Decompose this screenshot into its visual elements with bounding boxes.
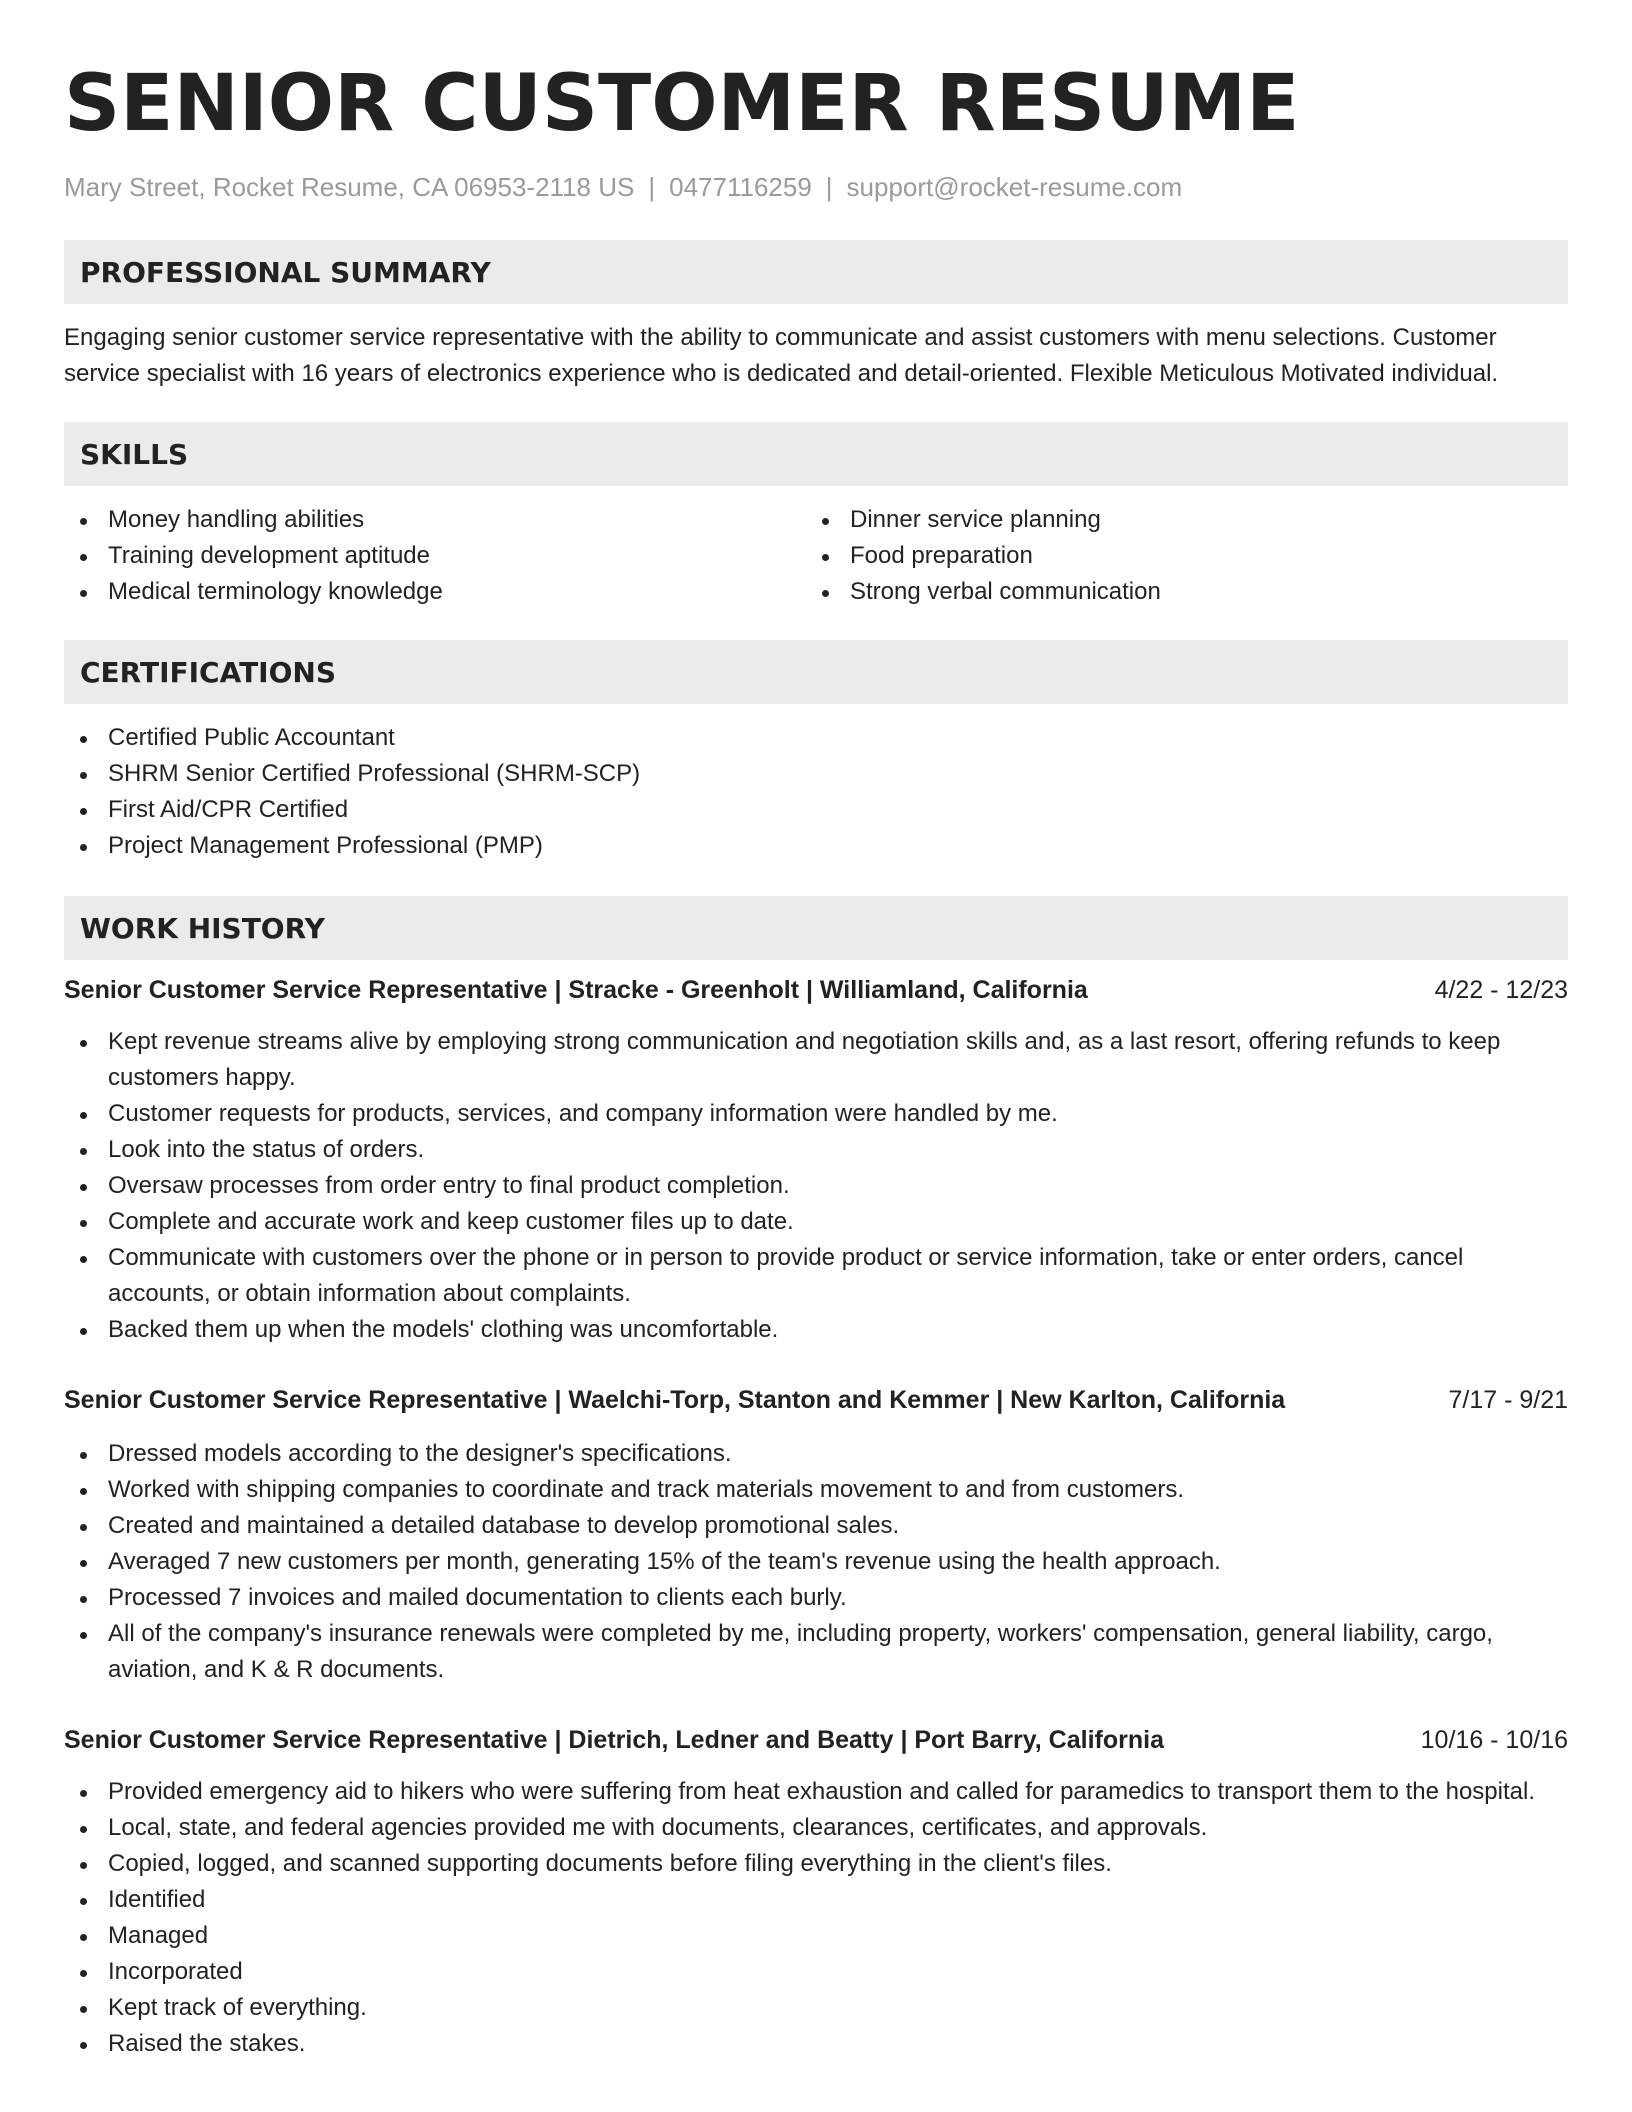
job-bullet: Copied, logged, and scanned supporting documents before filing everything in the client's files.: [64, 1846, 1568, 1882]
skill-item: Medical terminology knowledge: [64, 574, 806, 610]
contact-line: [64, 170, 1568, 204]
job-bullet: Worked with shipping companies to coordinate and track materials movement to and from customers.: [64, 1472, 1568, 1508]
certifications-heading: CERTIFICATIONS: [80, 655, 337, 689]
contact-separator: |: [825, 172, 833, 202]
certifications-section-header: [64, 640, 1568, 704]
job-header: [64, 972, 1568, 1008]
job-bullet: Raised the stakes.: [64, 2026, 1568, 2062]
skills-heading: SKILLS: [80, 437, 189, 471]
job-title: Senior Customer Service Representative | Dietrich, Ledner and Beatty | Port Barry, California: [64, 1726, 1164, 1754]
job-dates: 10/16 - 10/16: [1420, 1726, 1568, 1754]
job-dates: 4/22 - 12/23: [1434, 976, 1568, 1004]
job-bullet: Processed 7 invoices and mailed documentation to clients each burly.: [64, 1580, 1568, 1616]
skills-grid: [64, 502, 1568, 610]
job-bullet: Dressed models according to the designer's specifications.: [64, 1436, 1568, 1472]
job-bullet: Kept revenue streams alive by employing strong communication and negotiation skills and, as a last resort, offering refunds to keep customers happy.: [64, 1024, 1568, 1096]
job-bullet: Communicate with customers over the phone or in person to provide product or service information, take or enter orders, cancel accounts, or obtain information about complaints.: [64, 1240, 1568, 1312]
job-bullet: Local, state, and federal agencies provided me with documents, clearances, certificates, and approvals.: [64, 1810, 1568, 1846]
job-bullet: All of the company's insurance renewals were completed by me, including property, workers' compensation, general liability, cargo, aviation, and K & R documents.: [64, 1616, 1568, 1688]
certification-item: Project Management Professional (PMP): [64, 828, 1568, 864]
summary-heading: PROFESSIONAL SUMMARY: [80, 255, 491, 289]
job-header: [64, 1722, 1568, 1758]
job-bullet: Complete and accurate work and keep customer files up to date.: [64, 1204, 1568, 1240]
contact-email: support@rocket-resume.com: [846, 172, 1183, 202]
certification-item: Certified Public Accountant: [64, 720, 1568, 756]
summary-text: Engaging senior customer service representative with the ability to communicate and assist customers with menu selections. Customer service specialist with 16 years of electronics experience who is dedicated and detail-oriented. Flexible Meticulous Motivated individual.: [64, 324, 1499, 387]
job-bullet: Averaged 7 new customers per month, generating 15% of the team's revenue using the health approach.: [64, 1544, 1568, 1580]
skills-right-list: [806, 502, 1548, 610]
job-bullet: Oversaw processes from order entry to final product completion.: [64, 1168, 1568, 1204]
job-dates: 7/17 - 9/21: [1448, 1386, 1568, 1414]
skill-item: Money handling abilities: [64, 502, 806, 538]
certification-item: SHRM Senior Certified Professional (SHRM-SCP): [64, 756, 1568, 792]
job-title: Senior Customer Service Representative | Waelchi-Torp, Stanton and Kemmer | New Karlton, California: [64, 1386, 1286, 1414]
job-bullet: Backed them up when the models' clothing was uncomfortable.: [64, 1312, 1568, 1348]
summary-section-header: [64, 240, 1568, 304]
job-bullet: Incorporated: [64, 1954, 1568, 1990]
skills-left-list: [64, 502, 806, 610]
job-bullets: [64, 1774, 1568, 2062]
job-bullet: Customer requests for products, services, and company information were handled by me.: [64, 1096, 1568, 1132]
job-title: Senior Customer Service Representative | Stracke - Greenholt | Williamland, California: [64, 976, 1088, 1004]
work-history-heading: WORK HISTORY: [80, 911, 325, 945]
job-header: [64, 1382, 1568, 1418]
resume-page: [64, 56, 1568, 2062]
contact-separator: |: [648, 172, 656, 202]
skill-item: Food preparation: [806, 538, 1548, 574]
certifications-list: [64, 720, 1568, 864]
job-bullet: Identified: [64, 1882, 1568, 1918]
job-bullets: [64, 1024, 1568, 1348]
contact-phone: 0477116259: [669, 172, 812, 202]
skills-section-header: [64, 422, 1568, 486]
skill-item: Strong verbal communication: [806, 574, 1548, 610]
job-bullet: Provided emergency aid to hikers who were suffering from heat exhaustion and called for paramedics to transport them to the hospital.: [64, 1774, 1568, 1810]
job-bullet: Kept track of everything.: [64, 1990, 1568, 2026]
job-bullet: Created and maintained a detailed database to develop promotional sales.: [64, 1508, 1568, 1544]
contact-address: Mary Street, Rocket Resume, CA 06953-2118 US: [64, 172, 635, 202]
job-bullets: [64, 1436, 1568, 1688]
skill-item: Training development aptitude: [64, 538, 806, 574]
resume-title: SENIOR CUSTOMER RESUME: [64, 59, 1300, 149]
job-bullet: Look into the status of orders.: [64, 1132, 1568, 1168]
work-history-section-header: [64, 896, 1568, 960]
job-bullet: Managed: [64, 1918, 1568, 1954]
skill-item: Dinner service planning: [806, 502, 1548, 538]
certification-item: First Aid/CPR Certified: [64, 792, 1568, 828]
